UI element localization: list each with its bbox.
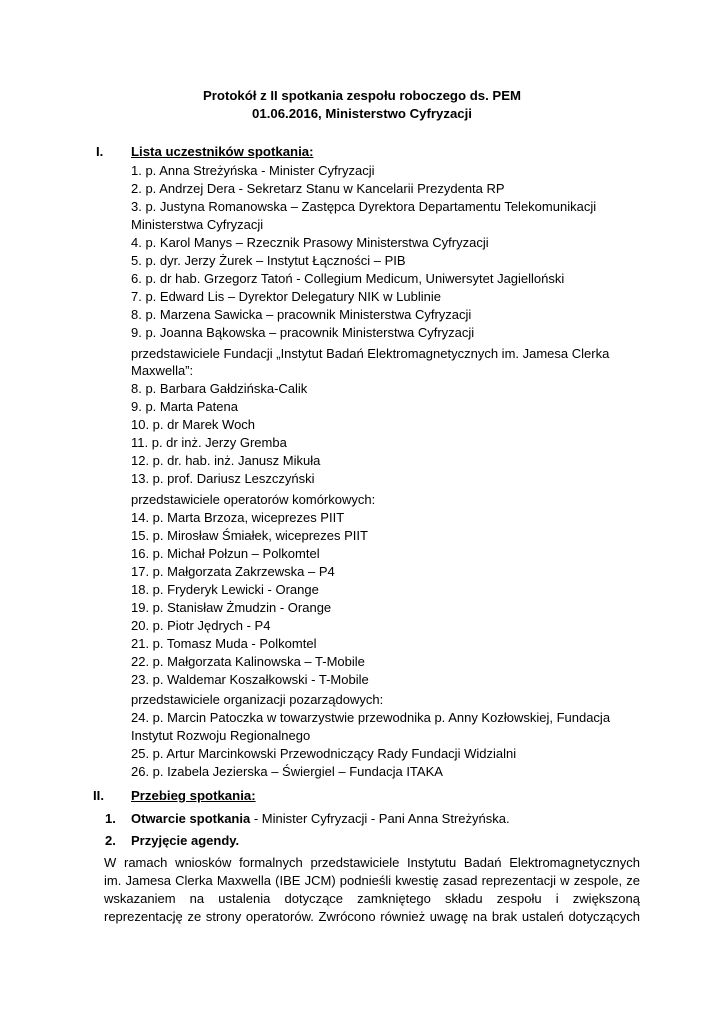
agenda-item-text: - Minister Cyfryzacji - Pani Anna Streżyńska.	[250, 811, 510, 826]
list-item: 7. p. Edward Lis – Dyrektor Delegatury NIK w Lublinie	[131, 289, 441, 304]
list-item: 22. p. Małgorzata Kalinowska – T-Mobile	[131, 654, 365, 669]
paragraph-line: im. Jamesa Clerka Maxwella (IBE JCM) podnieśli kwestię zasad reprezentacji w zespole, ze	[104, 873, 640, 888]
list-item: 10. p. dr Marek Woch	[131, 417, 256, 432]
list-item: 20. p. Piotr Jędrych - P4	[131, 618, 271, 633]
paragraph-line: wskazaniem na ustalenia dotyczące zamkniętego składu zespołu i zwiększoną	[104, 891, 640, 906]
section-title: Przebieg spotkania:	[131, 788, 256, 803]
list-item: 9. p. Marta Patena	[131, 399, 238, 414]
list-item: Ministerstwa Cyfryzacji	[131, 217, 264, 232]
list-item: 14. p. Marta Brzoza, wiceprezes PIIT	[131, 510, 345, 525]
list-item: 12. p. dr. hab. inż. Janusz Mikuła	[131, 453, 321, 468]
agenda-item	[131, 810, 510, 828]
list-item: 18. p. Fryderyk Lewicki - Orange	[131, 582, 319, 597]
section-title: Lista uczestników spotkania:	[131, 144, 314, 159]
agenda-item-number: 2.	[105, 833, 116, 848]
list-item: 8. p. Marzena Sawicka – pracownik Ministerstwa Cyfryzacji	[131, 307, 472, 322]
list-item: 25. p. Artur Marcinkowski Przewodniczący Rady Fundacji Widzialni	[131, 746, 517, 761]
list-item: 2. p. Andrzej Dera - Sekretarz Stanu w Kancelarii Prezydenta RP	[131, 181, 505, 196]
paragraph-line: reprezentację ze strony operatorów. Zwrócono również uwagę na brak ustaleń dotyczących	[104, 909, 640, 924]
list-item: 4. p. Karol Manys – Rzecznik Prasowy Ministerstwa Cyfryzacji	[131, 235, 489, 250]
agenda-item-bold: Otwarcie spotkania	[131, 811, 251, 826]
list-item: 11. p. dr inż. Jerzy Gremba	[131, 435, 287, 450]
list-item: 13. p. prof. Dariusz Leszczyński	[131, 471, 315, 486]
list-item: 15. p. Mirosław Śmiałek, wiceprezes PIIT	[131, 528, 368, 543]
list-item: 6. p. dr hab. Grzegorz Tatoń - Collegium Medicum, Uniwersytet Jagielloński	[131, 271, 565, 286]
list-item: 24. p. Marcin Patoczka w towarzystwie przewodnika p. Anny Kozłowskiej, Fundacja	[131, 710, 611, 725]
paragraph-line: W ramach wniosków formalnych przedstawiciele Instytutu Badań Elektromagnetycznych	[104, 855, 640, 870]
list-item: Instytut Rozwoju Regionalnego	[131, 728, 311, 743]
list-item: 19. p. Stanisław Żmudzin - Orange	[131, 600, 332, 615]
section-number: II.	[93, 788, 104, 803]
list-item: 21. p. Tomasz Muda - Polkomtel	[131, 636, 317, 651]
list-item: 8. p. Barbara Gałdzińska-Calik	[131, 381, 308, 396]
paragraph	[104, 854, 640, 926]
agenda-item-number: 1.	[105, 811, 116, 826]
group-heading: przedstawiciele organizacji pozarządowych:	[131, 692, 384, 707]
group-heading: przedstawiciele operatorów komórkowych:	[131, 492, 376, 507]
list-item: 3. p. Justyna Romanowska – Zastępca Dyrektora Departamentu Telekomunikacji	[131, 199, 597, 214]
document-subtitle: 01.06.2016, Ministerstwo Cyfryzacji	[252, 106, 472, 121]
list-item: 16. p. Michał Połzun – Polkomtel	[131, 546, 320, 561]
group-heading: przedstawiciele Fundacji „Instytut Badań Elektromagnetycznych im. Jamesa Clerka	[131, 346, 610, 361]
list-item: 5. p. dyr. Jerzy Żurek – Instytut Łączności – PIB	[131, 253, 406, 268]
list-item: 23. p. Waldemar Koszałkowski - T-Mobile	[131, 672, 369, 687]
section-number: I.	[96, 144, 104, 159]
list-item: 26. p. Izabela Jezierska – Świergiel – Fundacja ITAKA	[131, 764, 443, 779]
list-item: 1. p. Anna Streżyńska - Minister Cyfryzacji	[131, 163, 375, 178]
list-item: 17. p. Małgorzata Zakrzewska – P4	[131, 564, 335, 579]
list-item: 9. p. Joanna Bąkowska – pracownik Ministerstwa Cyfryzacji	[131, 325, 475, 340]
document-title: Protokół z II spotkania zespołu roboczego ds. PEM	[202, 88, 521, 103]
agenda-item-bold: Przyjęcie agendy.	[131, 833, 240, 848]
group-heading: Maxwella”:	[131, 363, 194, 378]
